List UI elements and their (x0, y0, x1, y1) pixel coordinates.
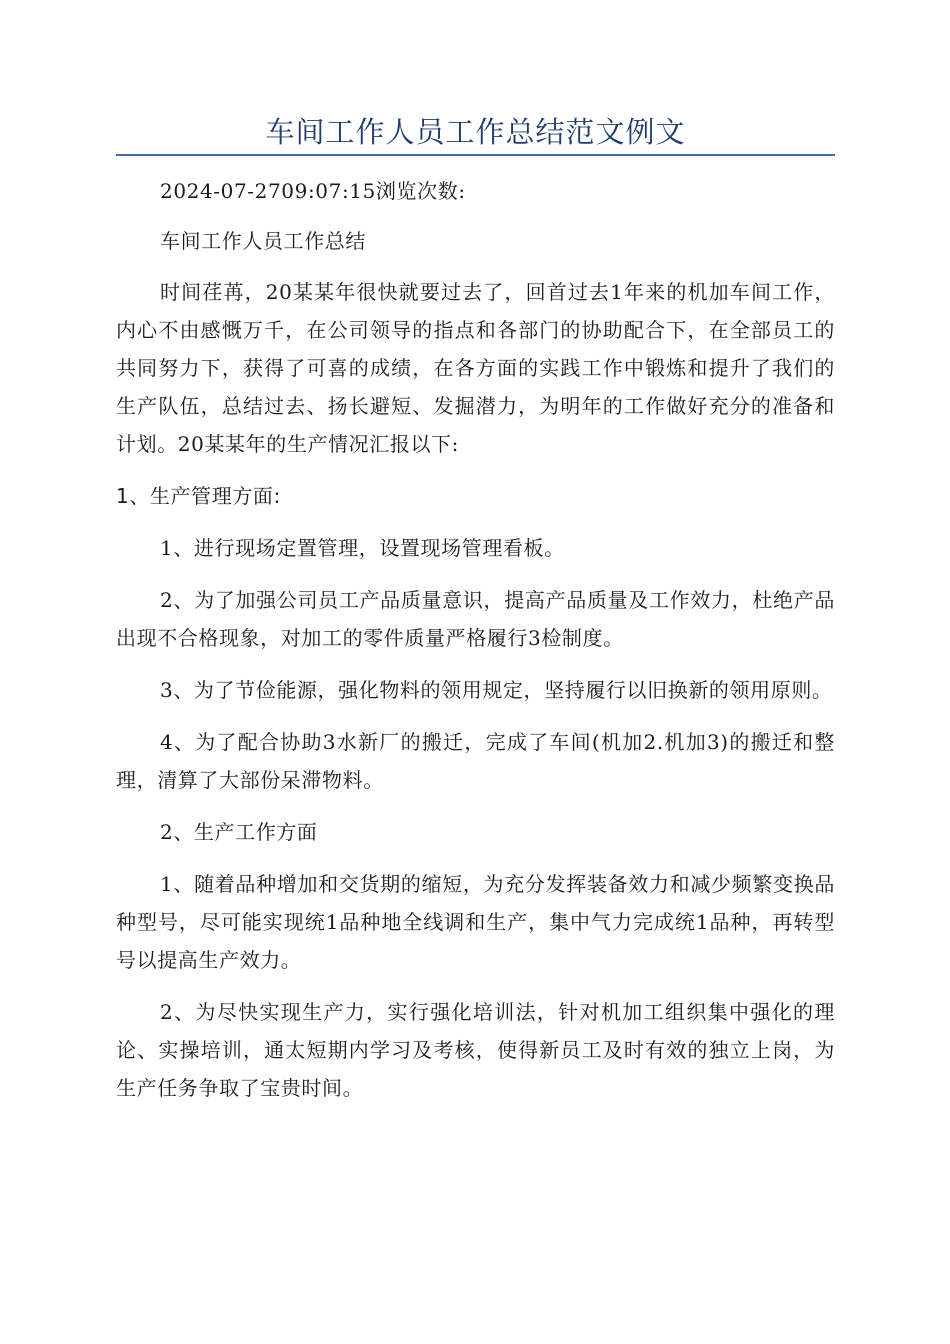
section-heading-production-work: 2、生产工作方面 (160, 820, 318, 844)
list-item: 1、随着品种增加和交货期的缩短，为充分发挥装备效力和减少频繁变换品种型号，尽可能实现统1品种地全线调和生产，集中气力完成统1品种，再转型号以提高生产效力。 (116, 872, 835, 972)
section-heading-production-management: 1、生产管理方面: (116, 484, 281, 508)
list-item: 3、为了节俭能源，强化物料的领用规定，坚持履行以旧换新的领用原则。 (160, 678, 833, 702)
intro-paragraph: 时间荏苒，20某某年很快就要过去了，回首过去1年来的机加车间工作，内心不由感慨万千，在公司领导的指点和各部门的协助配合下，在全部员工的共同努力下，获得了可喜的成绩，在各方面的实践工作中锻炼和提升了我们的生产队伍，总结过去、扬长避短、发掘潜力，为明年的工作做好充分的准备和计划。20某某年的生产情况汇报以下: (116, 280, 835, 456)
publish-meta: 2024-07-2709:07:15浏览次数: (160, 179, 466, 203)
document-subtitle: 车间工作人员工作总结 (160, 229, 366, 253)
title-underline (116, 154, 835, 156)
document-title: 车间工作人员工作总结范文例文 (265, 115, 686, 149)
list-item: 1、进行现场定置管理，设置现场管理看板。 (160, 536, 565, 560)
list-item: 4、为了配合协助3水新厂的搬迁，完成了车间(机加2.机加3)的搬迁和整理，清算了大部份呆滞物料。 (116, 730, 835, 792)
document-body (116, 172, 835, 1121)
list-item: 2、为尽快实现生产力，实行强化培训法，针对机加工组织集中强化的理论、实操培训，通太短期内学习及考核，使得新员工及时有效的独立上岗，为生产任务争取了宝贵时间。 (116, 1000, 835, 1100)
list-item: 2、为了加强公司员工产品质量意识，提高产品质量及工作效力，杜绝产品出现不合格现象，对加工的零件质量严格履行3检制度。 (116, 588, 835, 650)
